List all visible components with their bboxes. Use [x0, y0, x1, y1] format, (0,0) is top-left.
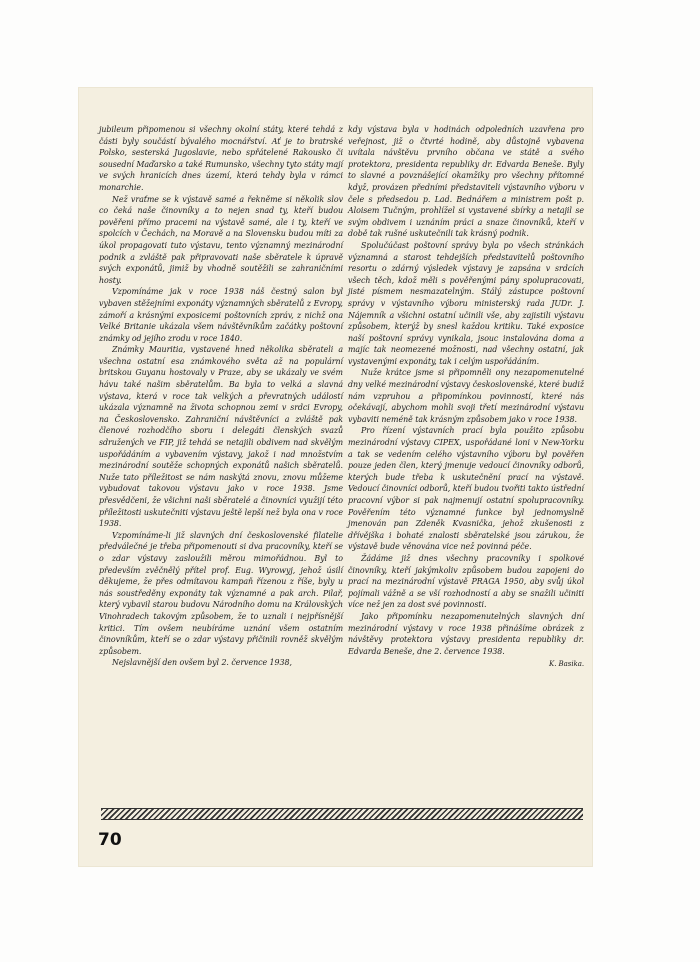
paragraph: Jako připomínku nezapomenutelných slavných dní mezinárodní výstavy v roce 1938 přinášíme obrázek z návštěvy protektora výstavy presidenta republiky dr. Edvarda Beneše, dne 2. července 1938.: [348, 611, 584, 656]
paragraph: Pro řízení výstavních prací byla použito způsobu mezinárodní výstavy CIPEX, uspořádané loni v New-Yorku a tak se vedením celého výstavního výboru byl pověřen pouze jeden člen, který jmenuje vedoucí činovníky odborů, kterých bude třeba k uskutečnění prací na výstavě. Vedoucí činovníci odborů, kteří budou tvořiti takto ústřední pracovní výbor si pak najmenují ostatní spolupracovníky. Pověřením této významné funkce byl jednomyslně jmenován pan Zdeněk Kvasnička, jehož zkušenosti z dřívějška i bohaté znalosti sběratelské jsou zárukou, že výstavě bude věnována vice než povinná péče.: [348, 426, 584, 552]
paragraph: kdy výstava byla v hodinách odpoledních uzavřena pro veřejnost, již o čtvrté hodině, aby důstojně vybavena uvítala návštěvu prvního občana ve státě a svého protektora, presidenta republiky dr. Edvarda Beneše. Byly to slavné a povznášející okamžiky pro všechny přítomné když, provázen předními představiteli výstavního výboru v čele s předsedou p. Lad. Bednářem a ministrem pošt p. Aloisem Tučným, prohlížel si vystavené sbírky a netajil se svým obdivem i uznáním práci a snaze činovníků, kteří v době tak rušné uskutečnili tak krásný podnik.: [348, 125, 584, 239]
paragraph: Nejslavnější den ovšem byl 2. července 1938,: [112, 658, 292, 668]
left-text-column: [99, 124, 343, 669]
magazine-page: [79, 88, 592, 866]
paragraph: Nuže krátce jsme si připomněli ony nezapomenutelné dny velké mezinárodní výstavy československé, které budiž nám vzpruhou a připomínkou povinností, které nás očekávají, abychom mohli svoji třetí mezinárodní výstavu vybaviti neméně tak krásným způsobem jako v roce 1938.: [348, 368, 584, 424]
paragraph: Než vraťme se k výstavě samé a řekněme si několik slov co čeká naše činovníky a to nejen snad ty, kteří budou pověřeni přímo pracemi na výstavě samé, ale i ty, kteří ve spolcích v Čechách, na Moravě a na Slovensku budou míti za úkol propagovati tuto výstavu, tento významný mezinárodní podnik a zvláště pak připravovati naše sběratele k úpravě svých exponátů, jimiž by vhodně soutěžili se zahraničními hosty.: [99, 194, 343, 285]
paragraph: Spolučúčast poštovní správy byla po všech stránkách významná a starost tehdejších představitelů poštovního resortu o zdárný výsledek výstavy je zapsána v srdcích všech těch, kdož měli s pověřenými pány spolupracovati, jisté písmem nesmazatelným. Stálý zástupce poštovní správy v výstavního výboru ministerský rada JUDr. J. Nájemník a všichni ostatní učinili vše, aby zajistili výstavu způsobem, kterýž by snesl každou kritiku. Také exposice naší poštovní správy vynikala, jsouc instalována doma a majíc tak neomezené možnosti, nad všechny ostatní, jak vystavenými exponáty, tak i celým uspořádáním.: [348, 240, 584, 366]
decorative-divider: [101, 808, 583, 820]
paragraph: Vzpomínáme jak v roce 1938 náš čestný salon byl vybaven stěžejními exponáty významných sběratelů z Evropy, zámoří a krásnými exposicemi poštovních zpráv, z nichž ona Velké Britanie ukázala všem návštěvníkům začátky poštovní známky od jejího zrodu v roce 1840.: [99, 287, 343, 343]
page-number: 70: [98, 830, 122, 850]
paragraph: Žádáme již dnes všechny pracovníky i spolkové činovníky, kteří jakýmkoliv způsobem budou zapojeni do prací na mezinárodní výstavě PRAGA 1950, aby svůj úkol pojímali vážně a se vší rozhodností a aby se snažili učiniti více než jen za dost své povinnosti.: [348, 553, 584, 610]
right-text-column: [348, 124, 584, 671]
author-signature: K. Basika.: [549, 660, 584, 669]
paragraph: jubileum připomenou si všechny okolní státy, které tehdá z části byly součástí bývalého mocnářství. Ať je to bratrské Polsko, sesterská Jugoslavie, nebo spřátelené Rakousko či sousední Maďarsko a také Rumunsko, všechny tyto státy mají ve svých hranicích dnes území, která tehdy byla v rámci monarchie.: [99, 125, 343, 192]
paragraph: Vzpomínáme-li již slavných dní československé filatelie předválečné je třeba připomenouti si dva pracovníky, kteří se o zdar výstavy zasloužili měrou mimořádnou. Byl to především zvěčnělý přítel prof. Eug. Wyrowyj, jehož úsilí děkujeme, že přes odmítavou kampaň řízenou z říše, byly u nás soustředěny exponáty tak významné a pak arch. Pilař, který vybavil starou budovu Národního domu na Královských Vinohradech takovým způsobem, že to uznali i nejpřísnější kritici. Tím ovšem neubíráme uznání všem ostatním činovníkům, kteří se o zdar výstavy přičinili rovněž skvělým způsobem.: [99, 530, 343, 656]
paragraph: Známky Mauritia, vystavené hned několika sběrateli a všechna ostatní esa známkového světa až na populární britskou Guyanu hostovaly v Praze, aby se ukázaly ve svém hávu také našim sběratelům. Ba byla to velká a slavná výstava, která v roce tak velkých a převratných událostí ukázala významně na života schopnou zemi v srdci Evropy, na Československo. Zahraniční návštěvníci a zvláště pak členové rozhodčího sboru i delegáti členských svazů sdružených ve FIP, již tehdá se netajili obdivem nad skvělým uspořádáním a vybavením výstavy, jakož i nad množstvím mezinárodní soutěže schopných exponátů našich sběratelů. Nuže tato příležitost se nám naskýtá znovu, znovu můžeme vybudovat takovou výstavu jako v roce 1938. Jsme přesvědčeni, že všichni naši sběratelé a činovníci využijí této příležitosti uskutečniti výstavu ještě lepší než byla ona v roce 1938.: [99, 345, 343, 529]
